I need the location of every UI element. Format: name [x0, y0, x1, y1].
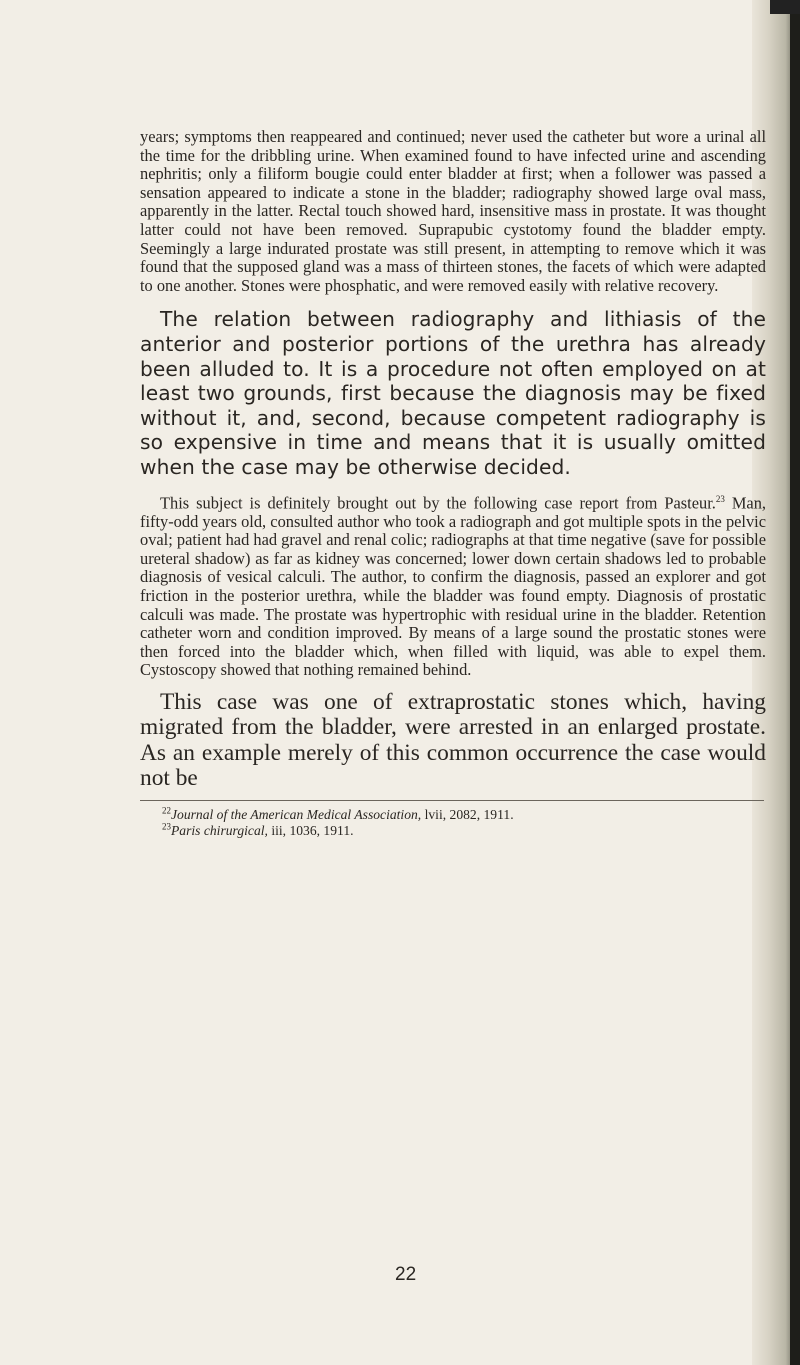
- corner-shadow: [770, 0, 800, 14]
- paragraph-case-continued: years; symptoms then reappeared and continued; never used the catheter but wore a urinal all the time for the dribbling urine. When examined found to have infected urine and ascending nephritis; only a filiform bougie could enter bladder at first; when a follower was passed a sensation appeared to indicate a stone in the bladder; radiography showed large oval mass, apparently in the latter. Rectal touch showed hard, insensitive mass in prostate. It was thought latter could not have been removed. Suprapubic cystotomy found the bladder empty. Seemingly a large indurated prostate was still present, in attempting to remove which it was found that the supposed gland was a mass of thirteen stones, the facets of which were adapted to one another. Stones were phosphatic, and were removed easily with relative recovery.: [140, 127, 766, 295]
- paragraph-pasteur-case: [140, 490, 766, 680]
- footnote-22: $^{22}$Journal of the American Medical Association, lvii, 2082, 1911.: [162, 805, 514, 822]
- pasteur-case-body: Man, fifty-odd years old, consulted author who took a radiograph and got multiple spots in the pelvic oval; patient had had gravel and renal colic; radiographs at that time negative (save for possible ureteral shadow) as far as kidney was concerned; lower down certain shadows led to probable diagnosis of vesical calculi. The author, to confirm the diagnosis, passed an explorer and got friction in the posterior urethra, while the bladder was found empty. Diagnosis of prostatic calculi was made. The prostate was hypertrophic with residual urine in the bladder. Retention catheter worn and condition improved. By means of a large sound the prostatic stones were then forced into the bladder which, when filled with liquid, was able to expel them. Cystoscopy showed that nothing remained behind.: [140, 492, 766, 680]
- pasteur-case-intro: This subject is definitely brought out by the following case report from Pasteur.: [160, 492, 716, 512]
- footnote-22-title: Journal of the American Medical Association,: [171, 806, 422, 822]
- footnotes: [140, 807, 766, 839]
- footnote-23-citation: iii, 1036, 1911.: [267, 822, 354, 838]
- page-body: [140, 128, 766, 839]
- paragraph-radiography-relation: The relation between radiography and lithiasis of the anterior and posterior portions of the urethra has already been alluded to. It is a procedure not often employed on at least two grounds, first because the diagnosis may be fixed without it, and, second, because competent radiography is so expensive in time and means that it is usually omitted when the case may be otherwise decided.: [140, 307, 766, 479]
- page-number: 22: [395, 1264, 417, 1285]
- footnote-divider: [140, 800, 764, 801]
- binding-shadow: [790, 0, 800, 1365]
- footnote-22-citation: lvii, 2082, 1911.: [421, 806, 514, 822]
- paragraph-extraprostatic-stones: This case was one of extraprostatic stones which, having migrated from the bladder, were arrested in an enlarged prostate. As an example merely of this common occurrence the case would not be: [140, 688, 766, 792]
- footnote-ref-23: 23: [715, 493, 725, 504]
- footnote-23: $^{23}$Paris chirurgical, iii, 1036, 1911.: [162, 821, 354, 838]
- footnote-23-title: Paris chirurgical,: [171, 822, 268, 838]
